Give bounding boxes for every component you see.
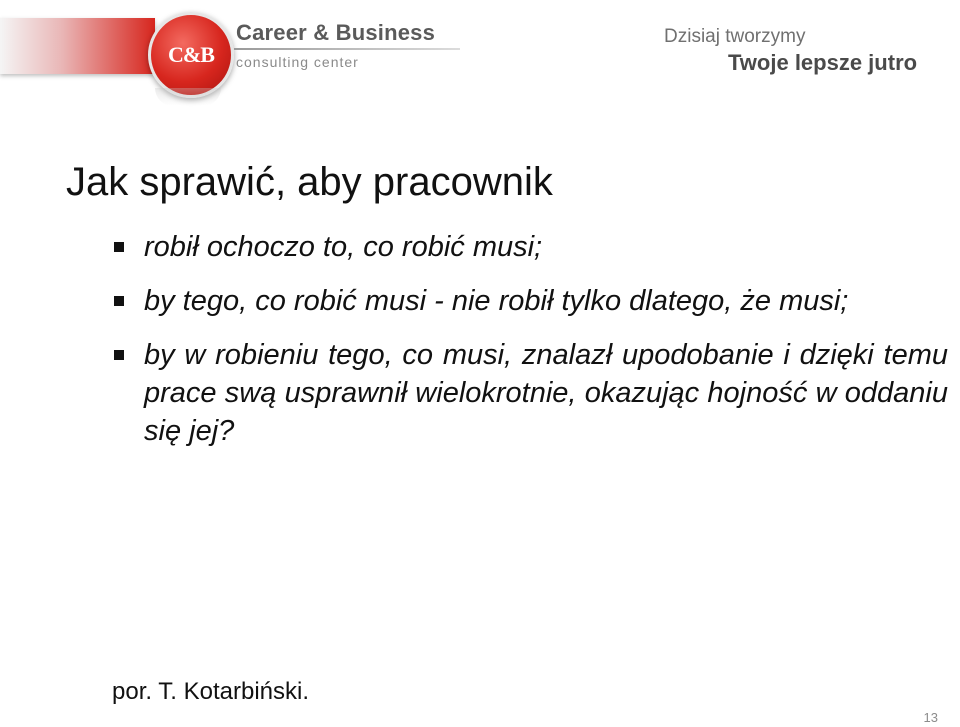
bullet-item [110, 228, 948, 266]
slide-title: Jak sprawić, aby pracownik [66, 160, 553, 204]
bullet-text: by w robieniu tego, co musi, znalazł upodobanie i dzięki temu prace swą usprawnił wielokrotnie, okazując hojność w oddaniu się jej? [144, 339, 948, 447]
square-bullet-icon [114, 242, 124, 252]
brand-divider [234, 48, 460, 50]
logo-reflection [155, 88, 221, 106]
slogan-top: Dzisiaj tworzymy [664, 26, 806, 47]
brand-name: Career & Business [236, 20, 436, 45]
reference-citation: por. T. Kotarbiński. [112, 678, 309, 705]
square-bullet-icon [114, 296, 124, 306]
cb-logo-icon [148, 12, 234, 98]
brand-subtitle: consulting center [236, 54, 359, 70]
bullet-item [110, 282, 948, 320]
header-red-band [0, 18, 155, 74]
square-bullet-icon [114, 350, 124, 360]
bullet-item [110, 336, 948, 450]
bullet-list [110, 228, 948, 466]
page-number: 13 [923, 710, 938, 725]
slogan-bottom: Twoje lepsze jutro [728, 50, 918, 75]
logo-letters: C&B [168, 42, 214, 67]
header [0, 0, 960, 110]
bullet-text: by tego, co robić musi - nie robił tylko dlatego, że musi; [144, 285, 849, 317]
bullet-text: robił ochoczo to, co robić musi; [144, 231, 543, 263]
